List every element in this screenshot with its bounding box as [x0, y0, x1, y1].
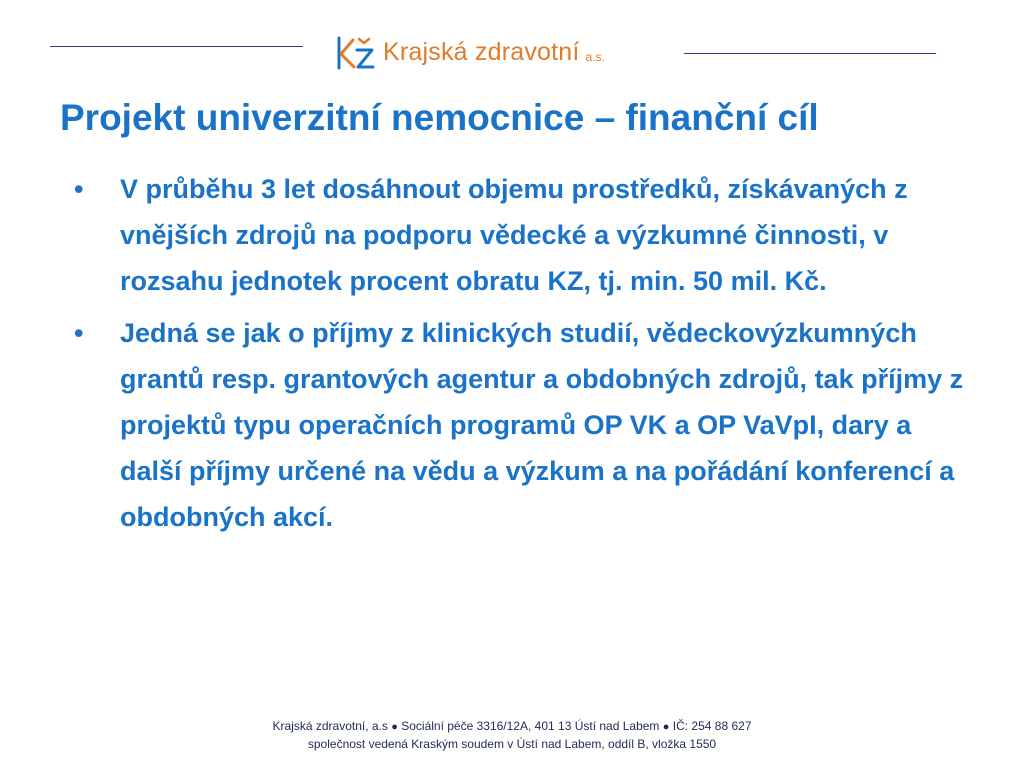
footer-separator: ● — [391, 721, 398, 733]
footer-line-1 — [0, 718, 1024, 736]
slide-title: Projekt univerzitní nemocnice – finanční cíl — [60, 97, 819, 138]
footer-ic: IČ: 254 88 627 — [672, 719, 752, 733]
logo-name: Krajská zdravotní — [383, 37, 580, 66]
bullet-list — [60, 166, 965, 546]
footer-registration: společnost vedená Kraským soudem v Ústí nad Labem, oddíl B, vložka 1550 — [307, 737, 717, 751]
bullet-text: V průběhu 3 let dosáhnout objemu prostředků, získávaných z vnějších zdrojů na podporu vědecké a výzkumné činnosti, v rozsahu jednotek procent obratu KZ, tj. min. 50 mil. Kč. — [120, 174, 908, 296]
bullet-marker: • — [74, 174, 84, 204]
footer — [0, 718, 1024, 753]
footer-company: Krajská zdravotní, a.s — [272, 719, 388, 733]
header-rule-left — [50, 46, 303, 47]
company-logo — [333, 30, 605, 74]
footer-separator: ● — [662, 721, 670, 733]
bullet-item — [60, 310, 965, 540]
footer-address: Sociální péče 3316/12A, 401 13 Ústí nad Labem — [401, 719, 660, 733]
kz-logo-icon — [333, 30, 377, 74]
bullet-item — [60, 166, 965, 304]
header-rule-right — [684, 53, 936, 54]
logo-suffix: a.s. — [585, 50, 605, 64]
bullet-marker: • — [74, 318, 84, 348]
bullet-text: Jedná se jak o příjmy z klinických studií, vědeckovýzkumných grantů resp. grantových agentur a obdobných zdrojů, tak příjmy z projektů typu operačních programů OP VK a OP VaVpI, dary a další příjmy určené na vědu a výzkum a na pořádání konferencí a obdobných akcí. — [120, 318, 964, 532]
